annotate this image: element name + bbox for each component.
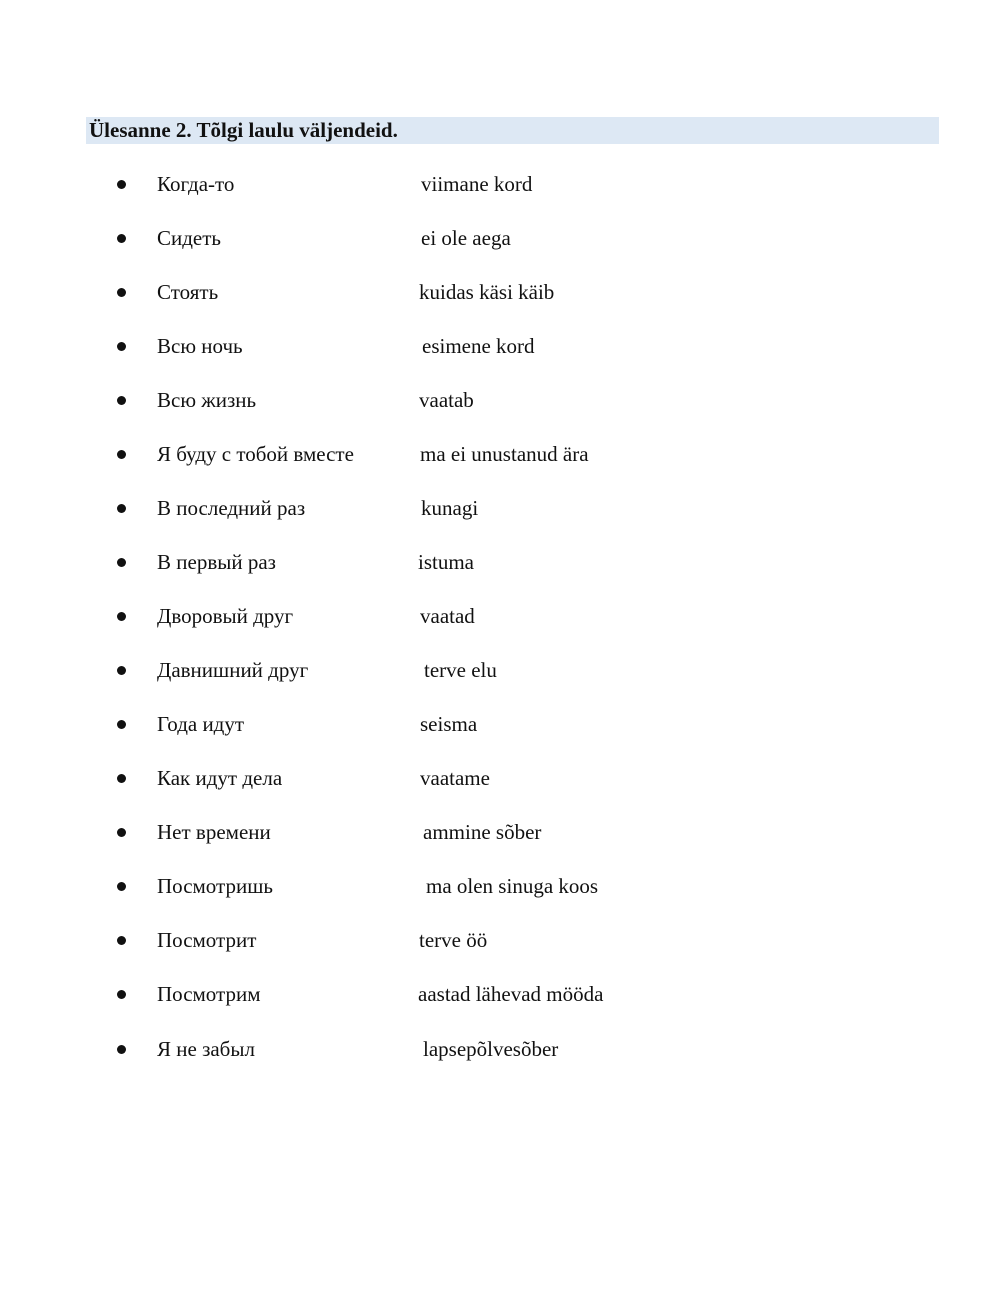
bullet-icon (117, 990, 126, 999)
russian-phrase: Когда-то (157, 172, 235, 196)
list-item (0, 493, 1000, 523)
list-item (0, 979, 1000, 1009)
list-item (0, 709, 1000, 739)
russian-phrase: Нет времени (157, 820, 271, 844)
list-item (0, 601, 1000, 631)
list-item (0, 655, 1000, 685)
bullet-icon (117, 1045, 126, 1054)
list-item (0, 385, 1000, 415)
bullet-icon (117, 504, 126, 513)
russian-phrase: Посмотрит (157, 928, 257, 952)
estonian-phrase: ma ei unustanud ära (420, 442, 589, 466)
russian-phrase: Всю ночь (157, 334, 243, 358)
estonian-phrase: aastad lähevad mööda (418, 982, 604, 1006)
estonian-phrase: terve elu (424, 658, 497, 682)
russian-phrase: Сидеть (157, 226, 222, 250)
list-item (0, 331, 1000, 361)
bullet-icon (117, 612, 126, 621)
bullet-icon (117, 288, 126, 297)
list-item (0, 547, 1000, 577)
bullet-icon (117, 180, 126, 189)
estonian-phrase: vaatame (420, 766, 490, 790)
list-item (0, 439, 1000, 469)
bullet-icon (117, 342, 126, 351)
russian-phrase: В последний раз (157, 496, 306, 520)
estonian-phrase: vaatad (420, 604, 475, 628)
bullet-icon (117, 720, 126, 729)
russian-phrase: Стоять (157, 280, 219, 304)
list-item (0, 277, 1000, 307)
bullet-icon (117, 558, 126, 567)
list-item (0, 817, 1000, 847)
estonian-phrase: lapsepõlvesõber (423, 1037, 559, 1061)
russian-phrase: Как идут дела (157, 766, 283, 790)
bullet-icon (117, 936, 126, 945)
russian-phrase: Я не забыл (157, 1037, 255, 1061)
russian-phrase: Года идут (157, 712, 245, 736)
bullet-icon (117, 666, 126, 675)
list-item (0, 925, 1000, 955)
estonian-phrase: kunagi (421, 496, 479, 520)
estonian-phrase: ammine sõber (423, 820, 542, 844)
list-item (0, 763, 1000, 793)
estonian-phrase: seisma (420, 712, 478, 736)
russian-phrase: В первый раз (157, 550, 276, 574)
bullet-icon (117, 234, 126, 243)
list-item (0, 1034, 1000, 1064)
russian-phrase: Посмотрим (157, 982, 261, 1006)
bullet-icon (117, 396, 126, 405)
bullet-icon (117, 882, 126, 891)
bullet-icon (117, 450, 126, 459)
estonian-phrase: esimene kord (422, 334, 535, 358)
page-title: Ülesanne 2. Tõlgi laulu väljendeid. (89, 118, 398, 142)
russian-phrase: Посмотришь (157, 874, 273, 898)
estonian-phrase: ma olen sinuga koos (426, 874, 599, 898)
list-item (0, 871, 1000, 901)
bullet-icon (117, 774, 126, 783)
estonian-phrase: vaatab (419, 388, 474, 412)
estonian-phrase: ei ole aega (421, 226, 511, 250)
bullet-icon (117, 828, 126, 837)
estonian-phrase: terve öö (419, 928, 488, 952)
russian-phrase: Дворовый друг (157, 604, 294, 628)
list-item (0, 223, 1000, 253)
estonian-phrase: istuma (418, 550, 474, 574)
estonian-phrase: kuidas käsi käib (419, 280, 555, 304)
list-item (0, 169, 1000, 199)
russian-phrase: Я буду с тобой вместе (157, 442, 354, 466)
estonian-phrase: viimane kord (421, 172, 533, 196)
russian-phrase: Всю жизнь (157, 388, 257, 412)
russian-phrase: Давнишний друг (157, 658, 309, 682)
